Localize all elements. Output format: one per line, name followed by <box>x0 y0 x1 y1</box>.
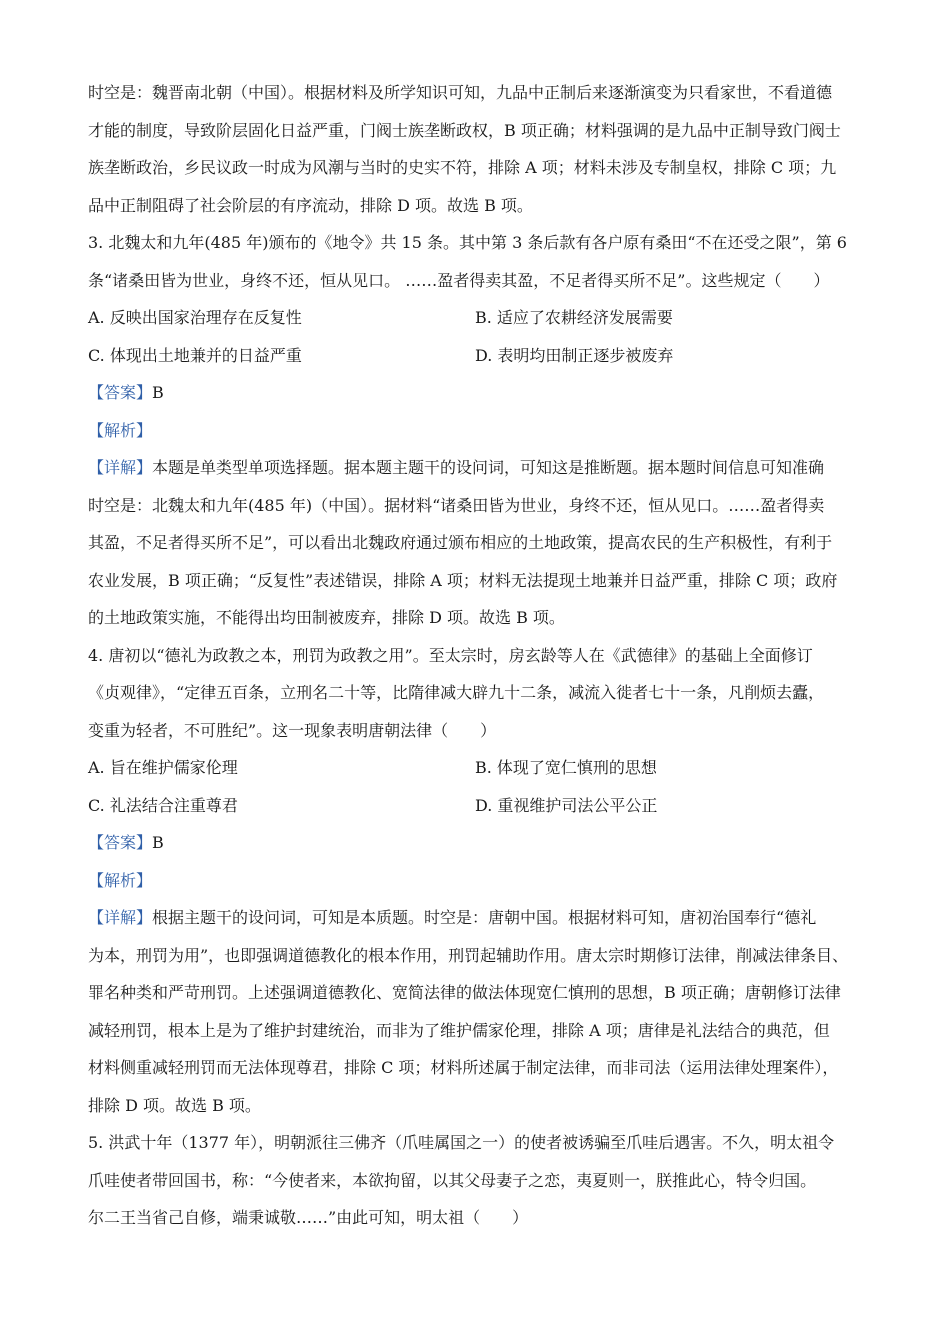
question-stem-line: 《贞观律》，“定律五百条，立刑名二十等，比隋律减大辟九十二条，减流入徙者七十一条，凡削烦去蠹， <box>88 683 825 702</box>
option-d: D. 表明均田制正逐步被废弃 <box>475 345 674 365</box>
detail-line: 材料侧重减轻刑罚而无法体现尊君，排除 C 项；材料所述属于制定法律，而非司法（运用法律处理案件）， <box>88 1058 839 1077</box>
option-c: C. 体现出土地兼并的日益严重 <box>88 345 302 365</box>
detail-line: 时空是：北魏太和九年(485 年)（中国）。据材料“诸桑田皆为世业，身终不还，恒从见口。……盈者得卖 <box>88 495 825 515</box>
options-row <box>88 787 864 825</box>
text-line: 品中正制阻碍了社会阶层的有序流动，排除 D 项。故选 B 项。 <box>88 195 533 215</box>
detail-text: 根据主题干的设问词，可知是本质题。时空是：唐朝中国。根据材料可知，唐初治国奉行“德礼 <box>152 908 817 927</box>
detail-line: 罪名种类和严苛刑罚。上述强调道德教化、宽简法律的做法体现宽仁慎刑的思想，B 项正确；唐朝修订法律 <box>88 983 841 1002</box>
detail-line: 农业发展，B 项正确；“反复性”表述错误，排除 A 项；材料无法提现土地兼并日益严重，排除 C 项；政府 <box>88 570 838 590</box>
options-row <box>88 749 864 787</box>
option-a: A. 旨在维护儒家伦理 <box>88 758 238 777</box>
option-b: B. 体现了宽仁慎刑的思想 <box>475 758 657 777</box>
question-stem-line: 尔二王当省己自修，端秉诚敬……”由此可知，明太祖（ ） <box>88 1208 529 1227</box>
analysis-tag: 【解析】 <box>88 870 153 890</box>
analysis-line <box>88 412 864 450</box>
detail-line <box>88 899 864 937</box>
options-row <box>88 337 864 375</box>
detail-line: 其盈，不足者得买所不足”，可以看出北魏政府通过颁布相应的土地政策，提高农民的生产积极性，有利于 <box>88 533 833 552</box>
q2-explanation-continued <box>88 74 864 224</box>
detail-tag: 【详解】 <box>88 458 153 477</box>
analysis-line <box>88 862 864 900</box>
text-line: 族垄断政治，乡民议政一时成为风潮与当时的史实不符，排除 A 项；材料未涉及专制皇权，排除 C 项；九 <box>88 158 837 177</box>
question-5 <box>88 1124 864 1237</box>
question-stem-line: 变重为轻者，不可胜纪”。这一现象表明唐朝法律（ ） <box>88 720 497 740</box>
text-line: 才能的制度，导致阶层固化日益严重，门阀士族垄断政权，B 项正确；材料强调的是九品中正制导致门阀士 <box>88 120 841 140</box>
question-stem-line: 3. 北魏太和九年(485 年)颁布的《地令》共 15 条。其中第 3 条后款有各户原有桑田“不在还受之限”，第 6 <box>88 233 847 252</box>
detail-line: 为本，刑罚为用”，也即强调道德教化的根本作用，刑罚起辅助作用。唐太宗时期修订法律，削减法律条目、 <box>88 945 849 965</box>
detail-text: 本题是单类型单项选择题。据本题主题干的设问词，可知这是推断题。据本题时间信息可知准确 <box>152 458 825 477</box>
answer-tag: 【答案】 <box>88 383 153 402</box>
question-stem-line: 5. 洪武十年（1377 年），明朝派往三佛齐（爪哇属国之一）的使者被诱骗至爪哇后遇害。不久，明太祖令 <box>88 1133 835 1152</box>
question-stem-line: 爪哇使者带回国书，称：“今使者来，本欲拘留，以其父母妻子之恋，夷夏则一，朕推此心，特令归国。 <box>88 1170 817 1190</box>
answer-tag: 【答案】 <box>88 833 153 852</box>
answer-value: B <box>152 833 164 852</box>
option-d: D. 重视维护司法公平公正 <box>475 795 658 815</box>
answer-line <box>88 374 864 412</box>
detail-line: 减轻刑罚，根本上是为了维护封建统治，而非为了维护儒家伦理，排除 A 项；唐律是礼法结合的典范，但 <box>88 1020 830 1040</box>
question-stem-line: 4. 唐初以“德礼为政教之本，刑罚为政教之用”。至太宗时，房玄龄等人在《武德律》的基础上全面修订 <box>88 645 813 665</box>
text-line: 时空是：魏晋南北朝（中国）。根据材料及所学知识可知，九品中正制后来逐渐演变为只看家世，不看道德 <box>88 83 833 102</box>
detail-line: 排除 D 项。故选 B 项。 <box>88 1095 261 1115</box>
option-a: A. 反映出国家治理存在反复性 <box>88 308 302 327</box>
answer-line <box>88 824 864 862</box>
question-3 <box>88 224 864 637</box>
answer-value: B <box>152 383 164 402</box>
detail-tag: 【详解】 <box>88 908 153 927</box>
question-4 <box>88 637 864 1125</box>
option-b: B. 适应了农耕经济发展需要 <box>475 308 673 327</box>
analysis-tag: 【解析】 <box>88 420 153 440</box>
detail-line <box>88 449 864 487</box>
detail-line: 的土地政策实施，不能得出均田制被废弃，排除 D 项。故选 B 项。 <box>88 608 565 627</box>
options-row <box>88 299 864 337</box>
question-stem-line: 条“诸桑田皆为世业，身终不还，恒从见口。 ……盈者得卖其盈，不足者得买所不足”。这些规定（ ） <box>88 270 830 290</box>
option-c: C. 礼法结合注重尊君 <box>88 795 238 815</box>
